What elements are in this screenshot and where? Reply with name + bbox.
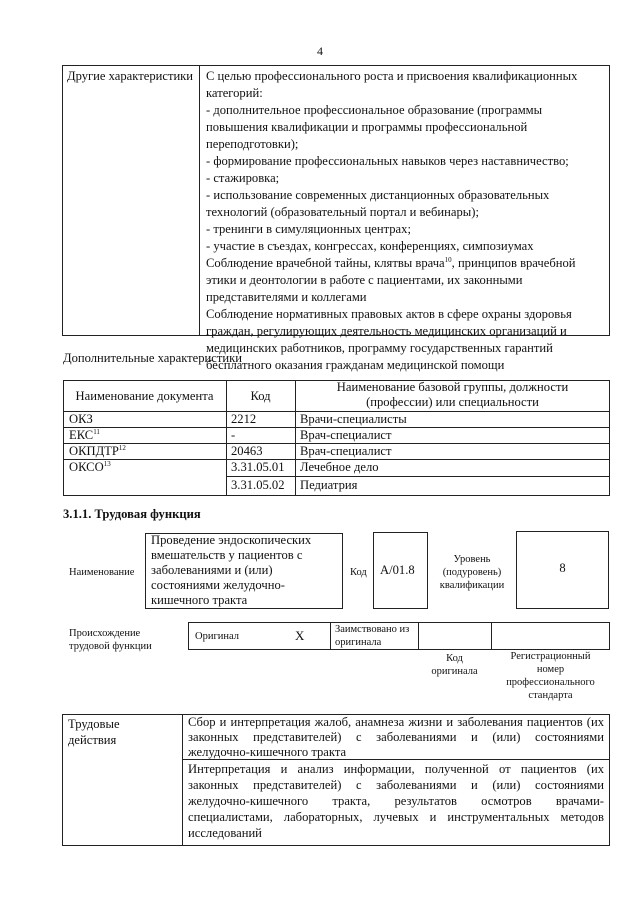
row-name: Врач-специалист [300, 444, 392, 458]
text-line: специалистами, лабораторных, лучевых и инструментальных методов [188, 810, 604, 824]
text-line: повышения квалификации и программы профессиональной [206, 120, 528, 134]
text-line: переподготовки); [206, 137, 299, 151]
text-line: Происхождение [69, 628, 141, 639]
original-code-label [418, 652, 491, 678]
text-line: Трудовые [68, 717, 120, 731]
text-line: оригинала [431, 666, 478, 677]
labor-action-item [188, 761, 604, 841]
text-line: квалификации [439, 580, 505, 591]
text-line: заболеваниями и (или) [151, 563, 273, 577]
divider [330, 622, 331, 650]
row-name: Врачи-специалисты [300, 412, 407, 426]
section-heading: 3.1.1. Трудовая функция [63, 507, 201, 521]
text-line: (профессии) или специальности [366, 395, 539, 409]
row-name: Врач-специалист [300, 428, 392, 442]
text-line: трудовой функции [69, 641, 152, 652]
divider [418, 622, 419, 650]
text-line: действия [68, 733, 117, 747]
section-title: Дополнительные характеристики [63, 351, 242, 365]
other-characteristics-label: Другие характеристики [67, 69, 194, 83]
text-line: кишечного тракта [151, 593, 248, 607]
text: ОКЗ [69, 412, 93, 426]
row-code: 3.31.05.02 [231, 478, 285, 492]
text-line: - формирование профессиональных навыков через наставничество; [206, 154, 569, 168]
text-line: Интерпретация и анализ информации, полученной от пациентов (их [188, 762, 604, 776]
footnote-ref: 11 [93, 427, 100, 436]
row-name: Педиатрия [300, 478, 358, 492]
code-value: A/01.8 [380, 563, 415, 577]
text-line: Сбор и интерпретация жалоб, анамнеза жизни и заболевания пациентов (их [188, 715, 604, 729]
text-line: Код [446, 653, 463, 664]
registration-number-label [491, 650, 610, 702]
text-line: желудочно-кишечного тракта, результатов осмотров врачами- [188, 794, 604, 808]
row-code: 3.31.05.01 [231, 460, 285, 474]
code-label: Код [350, 567, 367, 578]
text-line: категорий: [206, 86, 263, 100]
text-line: этики и деонтологии в работе с пациентами, их законными [206, 273, 523, 287]
row-code: 20463 [231, 444, 263, 458]
labor-action-item [188, 715, 604, 760]
text-line: Заимствовано из [335, 624, 410, 635]
text-line: технологий (образовательный портал и вебинары); [206, 205, 479, 219]
row-name: Лечебное дело [300, 460, 379, 474]
origin-label [69, 627, 152, 653]
text-line: оригинала [335, 637, 382, 648]
text-line: (подуровень) [442, 567, 502, 578]
row-doc [69, 443, 126, 459]
footnote-ref: 13 [103, 459, 111, 468]
text-line: бесплатного оказания гражданам медицинской помощи [206, 358, 505, 372]
text-line: профессионального [506, 677, 595, 688]
original-mark: X [295, 628, 305, 643]
text-line: представителями и коллегами [206, 290, 367, 304]
function-name [151, 533, 311, 608]
level-label [428, 553, 516, 592]
divider [199, 65, 200, 336]
text-line: законных представителей) с заболеваниями и (или) состояниями [188, 778, 604, 792]
text: ОКСО [69, 460, 104, 474]
level-value: 8 [559, 561, 566, 575]
text-line [206, 255, 606, 272]
divider [182, 714, 183, 846]
header-name [295, 380, 610, 410]
original-label: Оригинал [195, 631, 239, 642]
text-line: стандарта [528, 690, 573, 701]
text-line: Соблюдение нормативных правовых актов в сфере охраны здоровья [206, 307, 572, 321]
row-code: - [231, 428, 236, 442]
footnote-ref: 12 [118, 443, 126, 452]
text-line: - тренинги в симуляционных центрах; [206, 222, 411, 236]
header-code: Код [250, 389, 271, 403]
header-doc: Наименование документа [75, 389, 214, 403]
text-line: - участие в съездах, конгрессах, конференциях, симпозиумах [206, 239, 534, 253]
divider [491, 622, 492, 650]
text: , принципов врачебной [451, 256, 576, 270]
text-line: - использование современных дистанционных образовательных [206, 188, 550, 202]
text-line: - дополнительное профессиональное образование (программы [206, 103, 543, 117]
text-line: Наименование базовой группы, должности [336, 380, 569, 394]
text-line: С целью профессионального роста и присвоения квалификационных [206, 69, 578, 83]
row-doc [69, 411, 93, 427]
text-line: исследований [188, 826, 262, 840]
text: ОКПДТР [69, 444, 119, 458]
other-characteristics-content [206, 68, 606, 374]
text-line: номер [536, 664, 565, 675]
row-doc [69, 459, 111, 475]
text-line: Проведение эндоскопических [151, 533, 312, 547]
text-line: вмешательств у пациентов с [151, 548, 303, 562]
text: ЕКС [69, 428, 94, 442]
name-label: Наименование [69, 567, 135, 578]
labor-actions-label [68, 716, 120, 748]
row-doc [69, 427, 100, 443]
page-number: 4 [317, 44, 323, 58]
text-line: граждан, регулирующих деятельность медицинских организаций и [206, 324, 567, 338]
text-line: медицинских работников, программу государственных гарантий [206, 341, 553, 355]
text-line: желудочно-кишечного тракта [188, 745, 347, 759]
text-line: законных представителей) с заболеваниями и (или) состояниями [188, 730, 604, 744]
footnote-ref: 10 [444, 255, 452, 264]
text: Соблюдение врачебной тайны, клятвы врача [206, 256, 445, 270]
text-line: состояниями желудочно- [151, 578, 285, 592]
text-line: Уровень [453, 554, 491, 565]
text-line: - стажировка; [206, 171, 280, 185]
text-line: Регистрационный [510, 651, 591, 662]
row-code: 2212 [231, 412, 257, 426]
borrowed-label [335, 623, 409, 649]
